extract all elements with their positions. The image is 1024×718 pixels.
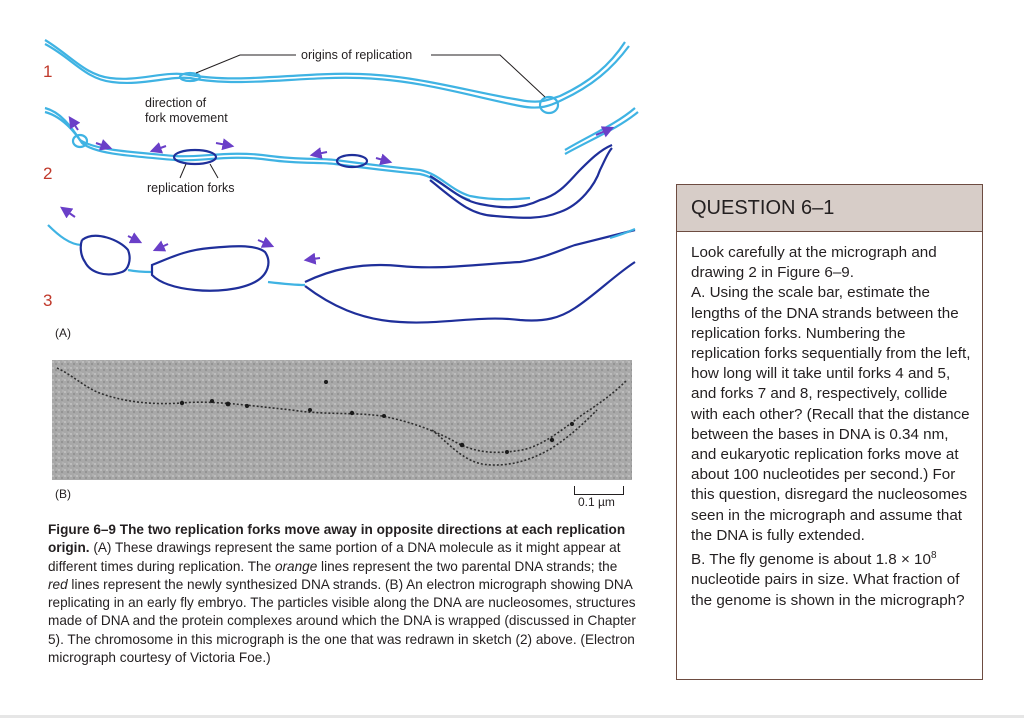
part-b-text-2: nucleotide pairs in size. What fraction of the genome is shown in the micrograph?: [691, 571, 965, 609]
forks-label: replication forks: [147, 181, 235, 195]
question-body: [677, 232, 982, 611]
electron-micrograph: [52, 360, 632, 480]
row-number-2: 2: [43, 164, 53, 183]
caption-text-2: lines represent the two parental DNA strands; the: [317, 558, 618, 574]
caption-text-1: (A) These drawings represent the same portion of a DNA molecule as it might appear at different times during replication. The: [48, 540, 621, 574]
dna-row-2: [45, 108, 638, 218]
part-b-exponent: 8: [930, 550, 937, 562]
panel-b-label: (B): [55, 487, 71, 501]
row-number-3: 3: [43, 291, 53, 310]
caption-text-3: lines represent the newly synthesized DNA strands. (B) An electron micrograph showing DNA replicating in an early fly embryo. The particles visible along the DNA are nucleosomes, structures made of DNA and the protein complexes around which the DNA is wrapped (discussed in Chapter 5). The chromosome in this micrograph is the one that was redrawn in sketch (2) above. (Electron micrograph courtesy of Victoria Foe.): [48, 576, 636, 666]
fork-direction-arrows: [62, 118, 612, 260]
caption-orange: orange: [274, 558, 318, 574]
question-part-b: [691, 546, 972, 611]
micrograph-image: [52, 360, 632, 480]
question-box: [676, 184, 983, 680]
question-heading: QUESTION 6–1: [677, 185, 982, 232]
part-b-text-1: B. The fly genome is about 1.8 × 10: [691, 551, 931, 569]
caption-red: red: [48, 576, 68, 592]
direction-label-line2: fork movement: [145, 111, 228, 125]
direction-label-line1: direction of: [145, 96, 207, 110]
row-number-1: 1: [43, 62, 53, 81]
caption-title: Figure 6–9 The two replication forks move away in opposite directions at each replication origin.: [48, 522, 626, 556]
scale-bar: [574, 486, 624, 495]
question-intro: Look carefully at the micrograph and drawing 2 in Figure 6–9.: [691, 244, 937, 282]
question-part-a: A. Using the scale bar, estimate the lengths of the DNA strands between the replication forks. Numbering the replication forks sequentially from the left, how long will it take until forks 4 and 5, and forks 7 and 8, respectively, collide with each other? (Recall that the distance between the bases in DNA is 0.34 nm, and eukaryotic replication forks move at about 100 nucleotides per second.) For this question, disregard the nucleosomes seen in the micrograph and assume that the DNA is fully extended.: [691, 284, 971, 544]
figure-caption: [48, 521, 638, 667]
origins-label: origins of replication: [301, 48, 413, 62]
panel-a-label: (A): [55, 326, 71, 340]
scale-bar-label: 0.1 µm: [578, 495, 615, 509]
